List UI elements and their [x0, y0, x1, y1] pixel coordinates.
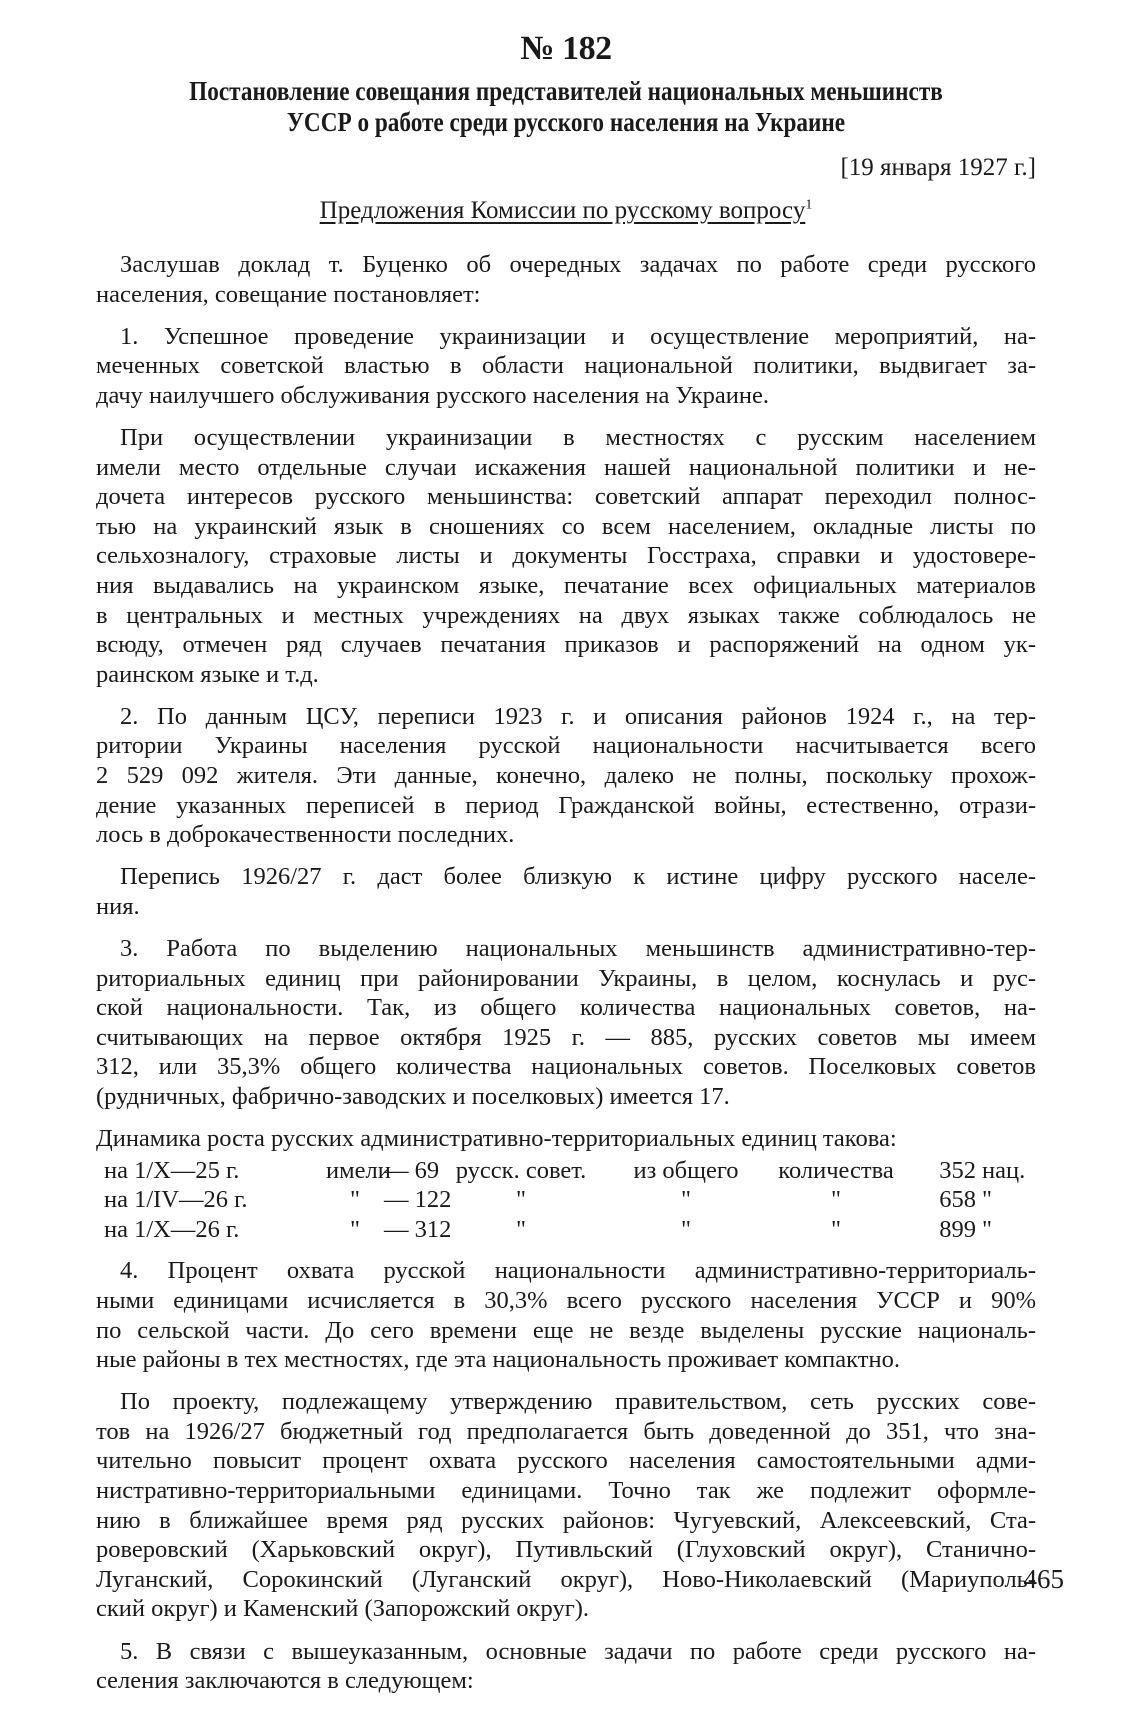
table-cell: " — [680, 1215, 691, 1243]
table-cell: " — [680, 1186, 691, 1214]
table-cell: " — [830, 1186, 841, 1214]
text-line: (рудничных, фабрично-заводских и поселковых) имеется 17. — [96, 1082, 730, 1110]
paragraph — [96, 1387, 1036, 1624]
paragraph — [96, 862, 1036, 921]
title-line: УССР о работе среди русского населения на Украине — [286, 107, 846, 137]
table-cell: — 69 — [384, 1156, 440, 1184]
table-cell: на 1/X—25 г. — [104, 1156, 240, 1184]
table-cell: количества — [778, 1156, 894, 1184]
document-number: № 182 — [520, 30, 612, 67]
table-cell: на 1/IV—26 г. — [104, 1186, 248, 1214]
text-line: сельхозналогу, страховые листы и документы Госстраха, справки и удостовере- — [96, 542, 1036, 570]
text-line: ской национальности. Так, из общего количества национальных советов, на- — [96, 994, 1036, 1022]
text-line: тью на украинский язык в сношениях со всем населением, окладные листы по — [96, 512, 1036, 540]
table-cell: 658 — [939, 1186, 976, 1214]
paragraphs-after-table — [96, 1256, 1036, 1695]
text-line: роверовский (Харьковский округ), Путивльский (Глуховский округ), Станично- — [96, 1536, 1036, 1564]
subtitle-text: Предложения Комиссии по русскому вопросу — [319, 197, 806, 224]
text-line: 312, или 35,3% общего количества национальных советов. Поселковых советов — [96, 1053, 1036, 1081]
paragraph — [96, 1256, 1036, 1374]
text-line: дочета интересов русского меньшинства: советский аппарат переходил полнос- — [96, 483, 1036, 511]
text-line: нистративно-территориальными единицами. Точно так же подлежит оформле- — [96, 1477, 1036, 1505]
text-line: 2 529 092 жителя. Эти данные, конечно, далеко не полны, поскольку прохож- — [96, 762, 1036, 789]
text-line: 3. Работа по выделению национальных меньшинств административно-тер- — [120, 934, 1036, 962]
text-line: По проекту, подлежащему утверждению правительством, сеть русских сове- — [120, 1388, 1036, 1416]
text-line: ния выдавались на украинском языке, печатание всех официальных материалов — [96, 571, 1036, 599]
table-intro: Динамика роста русских административно-территориальных единиц такова: — [96, 1125, 897, 1153]
text-line: нию в ближайшее время ряд русских районов: Чугуевский, Алексеевский, Ста- — [96, 1506, 1036, 1534]
table-cell: из общего — [633, 1156, 739, 1184]
text-line: меченных советской властью в области национальной политики, выдвигает за- — [96, 352, 1036, 380]
table-cell: " — [830, 1215, 841, 1243]
table-cell: нац. — [982, 1156, 1026, 1184]
table-cell: 899 — [939, 1215, 976, 1243]
table-row — [104, 1156, 1036, 1186]
document-body — [96, 250, 1036, 1708]
table-row — [104, 1185, 1036, 1215]
text-line: дение указанных переписей в период Гражданской войны, естественно, отрази- — [96, 791, 1036, 819]
paragraph — [96, 423, 1036, 689]
table-cell: — 312 — [384, 1215, 452, 1243]
text-line: считывающих на первое октября 1925 г. — 885, русских советов мы имеем — [96, 1023, 1036, 1051]
table-cell: имели — [326, 1156, 391, 1184]
text-line: лось в доброкачественности последних. — [96, 821, 515, 849]
paragraph — [96, 322, 1036, 411]
paragraph — [96, 934, 1036, 1112]
table-cell: " — [515, 1215, 526, 1243]
text-line: риториальных единиц при районировании Украины, в целом, коснулась и рус- — [96, 964, 1036, 992]
table-cell: на 1/X—26 г. — [104, 1215, 240, 1243]
table-cell: 352 — [939, 1156, 976, 1184]
document-date: [19 января 1927 г.] — [840, 154, 1036, 181]
text-line: ский округ) и Каменский (Запорожский округ). — [96, 1595, 590, 1623]
text-line: Заслушав доклад т. Буценко об очередных задачах по работе среди русского — [120, 251, 1036, 278]
text-line: чительно повысит процент охвата русского населения самостоятельными адми- — [96, 1447, 1036, 1475]
text-line: дачу наилучшего обслуживания русского населения на Украине. — [96, 381, 769, 409]
table-cell: " — [349, 1215, 360, 1243]
document-title — [162, 76, 970, 138]
footnote-marker: 1 — [805, 197, 813, 213]
text-line: ные районы в тех местностях, где эта национальность проживает компактно. — [96, 1346, 900, 1374]
table-cell: " — [982, 1215, 993, 1243]
paragraph — [96, 250, 1036, 309]
page-number: 465 — [1023, 1564, 1064, 1594]
text-line: Перепись 1926/27 г. даст более близкую к истине цифру русского населе- — [120, 863, 1036, 891]
text-line: 1. Успешное проведение украинизации и осуществление мероприятий, на- — [120, 322, 1036, 350]
paragraphs-before-table — [96, 250, 1036, 1112]
text-line: по сельской части. До сего времени еще не везде выделены русские националь- — [96, 1316, 1036, 1344]
text-line: ния. — [96, 892, 140, 920]
table-cell: " — [515, 1186, 526, 1214]
text-line: селения заключаются в следующем: — [96, 1667, 474, 1695]
title-line: Постановление совещания представителей национальных меньшинств — [189, 76, 943, 106]
paragraph — [96, 702, 1036, 850]
text-line: При осуществлении украинизации в местностях с русским населением — [120, 423, 1036, 451]
table-cell: русск. совет. — [455, 1156, 587, 1184]
text-line: Луганский, Сорокинский (Луганский округ), Ново-Николаевский (Мариуполь- — [96, 1565, 1036, 1593]
text-line: ными единицами исчисляется в 30,3% всего русского населения УССР и 90% — [96, 1287, 1036, 1314]
table-cell: — 122 — [384, 1186, 452, 1214]
dynamics-table — [104, 1156, 1036, 1245]
text-line: 4. Процент охвата русской национальности административно-территориаль- — [120, 1257, 1036, 1285]
table-row — [104, 1215, 1036, 1245]
text-line: 2. По данным ЦСУ, переписи 1923 г. и описания районов 1924 г., на тер- — [120, 702, 1036, 730]
text-line: имели место отдельные случаи искажения нашей национальной политики и не- — [96, 453, 1036, 481]
document-subtitle — [96, 197, 1036, 225]
text-line: населения, совещание постановляет: — [96, 280, 481, 308]
text-line: ритории Украины населения русской национальности насчитывается всего — [96, 732, 1036, 760]
text-line: тов на 1926/27 бюджетный год предполагается быть доведенной до 351, что зна- — [96, 1417, 1036, 1445]
text-line: раинском языке и т.д. — [96, 660, 319, 688]
table-cell: " — [982, 1186, 993, 1214]
text-line: 5. В связи с вышеуказанным, основные задачи по работе среди русского на- — [120, 1637, 1036, 1665]
paragraph — [96, 1637, 1036, 1696]
text-line: всюду, отмечен ряд случаев печатания приказов и распоряжений на одном ук- — [96, 631, 1036, 659]
table-cell: " — [349, 1186, 360, 1214]
text-line: в центральных и местных учреждениях на двух языках также соблюдалось не — [96, 601, 1036, 629]
